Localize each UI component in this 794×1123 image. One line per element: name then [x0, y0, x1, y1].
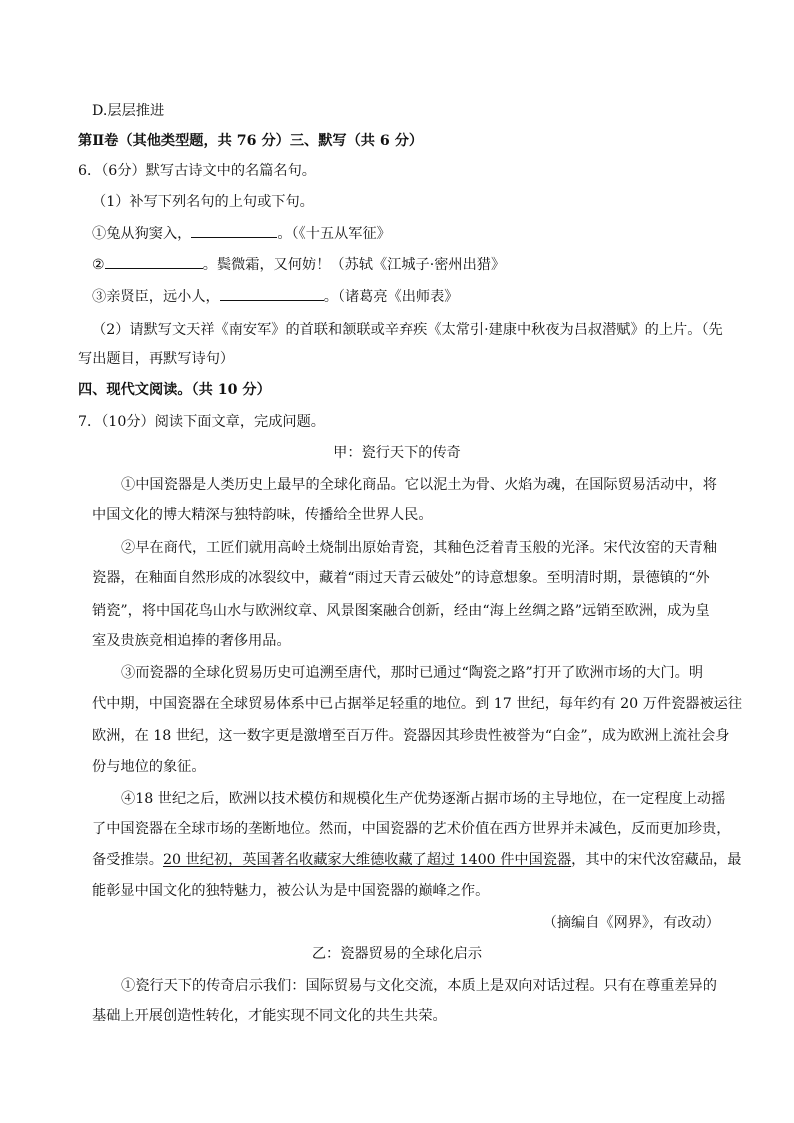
answer-blank-2[interactable]	[105, 254, 203, 269]
article-a-source: （摘编自《网界》，有改动）	[542, 915, 720, 931]
item2-prefix: ②	[92, 257, 105, 273]
article-b-p1-line2: 基础上开展创造性转化，才能实现不同文化的共生共荣。	[92, 1008, 447, 1024]
p4-line3-prefix: 备受推崇。	[92, 852, 163, 868]
q6-sub1: （1）补写下列名句的上句或下句。	[92, 194, 314, 210]
underlined-sentence: 20 世纪初，英国著名收藏家大维德收藏了超过 1400 件中国瓷器	[162, 852, 572, 868]
article-a-p4-line3	[92, 850, 741, 870]
q6-stem: 6．（6分）默写古诗文中的名篇名句。	[78, 163, 316, 179]
article-a-p4-line2: 了中国瓷器在全球市场的垄断地位。然而，中国瓷器的艺术价值在西方世界并未减色，反而更加珍贵，	[92, 821, 731, 837]
article-a-p2-line4: 室及贵族竞相追捧的奢侈用品。	[92, 633, 291, 649]
q6-item1	[92, 223, 391, 244]
article-a-p3-line3: 欧洲，在 18 世纪，这一数字更是激增至百万件。瓷器因其珍贵性被誉为“白金”，成为欧洲上流社会身	[92, 728, 730, 744]
article-a-title: 甲：瓷行天下的传奇	[333, 445, 461, 461]
q6-item3	[92, 286, 458, 307]
article-a-p1-line2: 中国文化的博大精深与独特韵味，传播给全世界人民。	[92, 507, 433, 523]
answer-blank-1[interactable]	[191, 223, 277, 238]
article-b-p1-line1: ①瓷行天下的传奇启示我们：国际贸易与文化交流，本质上是双向对话过程。只有在尊重差异的	[121, 978, 717, 994]
section-4-header: 四、现代文阅读。（共 10 分）	[78, 382, 271, 398]
item1-prefix: ①兔从狗窦入，	[92, 226, 192, 242]
article-a-p2-line1: ②早在商代，工匠们就用高岭土烧制出原始青瓷，其釉色泛着青玉般的光泽。宋代汝窑的天青釉	[121, 540, 717, 556]
item2-suffix: 。鬓微霜，又何妨！（苏轼《江城子·密州出猎》	[202, 257, 506, 273]
p4-line3-suffix: ，其中的宋代汝窑藏品，最	[571, 852, 742, 868]
article-a-p3-line1: ③而瓷器的全球化贸易历史可追溯至唐代，那时已通过“陶瓷之路”打开了欧洲市场的大门。明	[121, 665, 704, 681]
q6-item2	[92, 254, 505, 275]
article-b-title: 乙：瓷器贸易的全球化启示	[311, 946, 483, 962]
article-a-p2-line3: 销瓷”，将中国花鸟山水与欧洲纹章、风景图案融合创新，经由“海上丝绸之路”远销至欧洲，成为皇	[92, 603, 710, 619]
section-2-header: 第Ⅱ卷（其他类型题，共 76 分）三、默写（共 6 分）	[78, 133, 424, 149]
answer-blank-3[interactable]	[220, 286, 324, 301]
article-a-p3-line4: 份与地位的象征。	[92, 759, 206, 775]
article-a-p1-line1: ①中国瓷器是人类历史上最早的全球化商品。它以泥土为骨、火焰为魂，在国际贸易活动中，将	[121, 477, 717, 493]
item3-prefix: ③亲贤臣，远小人，	[92, 289, 220, 305]
article-a-p3-line2: 代中期，中国瓷器在全球贸易体系中已占据举足轻重的地位。到 17 世纪，每年约有 20 万件瓷器被运往	[92, 696, 743, 712]
article-a-p4-line4: 能彰显中国文化的独特魅力，被公认为是中国瓷器的巅峰之作。	[92, 883, 490, 899]
article-a-p2-line2: 瓷器，在釉面自然形成的冰裂纹中，藏着“雨过天青云破处”的诗意想象。至明清时期，景德镇的“外	[92, 570, 710, 586]
item3-suffix: 。（诸葛亮《出师表》	[323, 289, 459, 305]
q7-stem: 7．（10分）阅读下面文章，完成问题。	[78, 414, 325, 430]
article-a-p4-line1: ④18 世纪之后，欧洲以技术模仿和规模化生产优势逐渐占据市场的主导地位，在一定程度上动摇	[121, 791, 726, 807]
item1-suffix: 。（《十五从军征》	[277, 226, 391, 242]
q6-sub2-line2: 写出题目，再默写诗句）	[78, 351, 235, 367]
option-d: D.层层推进	[92, 103, 165, 119]
q6-sub2-line1: （2）请默写文天祥《南安军》的首联和颔联或辛弃疾《太常引·建康中秋夜为吕叔潜赋》的上片。（先	[92, 322, 723, 338]
